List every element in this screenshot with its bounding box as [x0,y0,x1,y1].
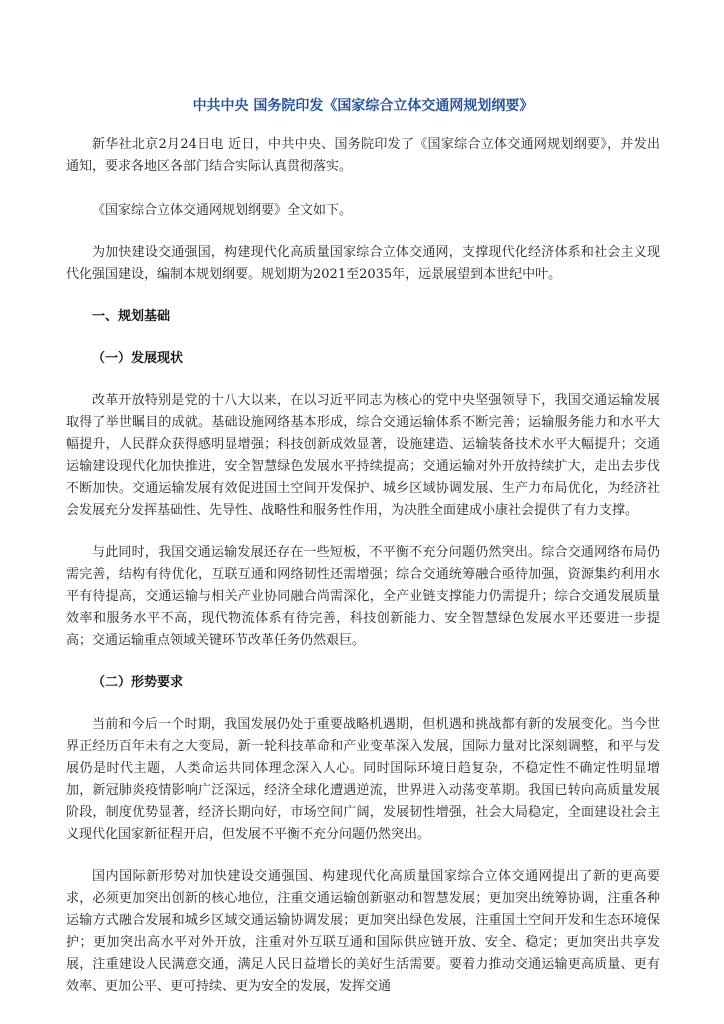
intro-dateline-paragraph: 新华社北京2月24日电 近日，中共中央、国务院印发了《国家综合立体交通网规划纲要》，并发出通知，要求各地区各部门结合实际认真贯彻落实。 [66,137,660,174]
situation-requirements-paragraph-1: 当前和今后一个时期，我国发展仍处于重要战略机遇期，但机遇和挑战都有新的发展变化。当今世界正经历百年未有之大变局，新一轮科技革命和产业变革深入发展，国际力量对比深刻调整，和平与发展仍是时代主题，人类命运共同体理念深入人心。同时国际环境日趋复杂，不稳定性不确定性明显增加，新冠肺炎疫情影响广泛深远，经济全球化遭遇逆流，世界进入动荡变革期。我国已转向高质量发展阶段，制度优势显著，经济长期向好，市场空间广阔，发展韧性增强，社会大局稳定，全面建设社会主义现代化国家新征程开启，但发展不平衡不充分问题仍然突出。 [66,717,660,842]
subsection-heading-development-status: （一）发展现状 [92,351,184,366]
section-heading-planning-basis: 一、规划基础 [92,309,171,324]
development-status-paragraph-2: 与此同时，我国交通运输发展还存在一些短板，不平衡不充分问题仍然突出。综合交通网络布局仍需完善，结构有待优化，互联互通和网络韧性还需增强；综合交通统筹融合亟待加强，资源集约利用水平有待提高，交通运输与相关产业协同融合尚需深化，全产业链支撑能力仍需提升；综合交通发展质量效率和服务水平不高，现代物流体系有待完善，科技创新能力、安全智慧绿色发展水平还要进一步提高；交通运输重点领域关键环节改革任务仍然艰巨。 [66,545,660,648]
document-page [66,96,660,1020]
situation-requirements-paragraph-2: 国内国际新形势对加快建设交通强国、构建现代化高质量国家综合立体交通网提出了新的更高要求，必须更加突出创新的核心地位，注重交通运输创新驱动和智慧发展；更加突出统筹协调，注重各种运输方式融合发展和城乡区域交通运输协调发展；更加突出绿色发展，注重国土空间开发和生态环境保护；更加突出高水平对外开放，注重对外互联互通和国际供应链开放、安全、稳定；更加突出共享发展，注重建设人民满意交通，满足人民日益增长的美好生活需要。要着力推动交通运输更高质量、更有效率、更加公平、更可持续、更为安全的发展，发挥交通 [66,869,660,994]
subsection-heading-situation-requirements: （二）形势要求 [92,675,184,690]
document-title: 中共中央 国务院印发《国家综合立体交通网规划纲要》 [192,98,534,114]
intro-fulltext-paragraph: 《国家综合立体交通网规划纲要》全文如下。 [92,203,353,218]
preface-paragraph: 为加快建设交通强国，构建现代化高质量国家综合立体交通网，支撑现代化经济体系和社会主义现代化强国建设，编制本规划纲要。规划期为2021至2035年，远景展望到本世纪中叶。 [66,245,660,282]
development-status-paragraph-1: 改革开放特别是党的十八大以来，在以习近平同志为核心的党中央坚强领导下，我国交通运输发展取得了举世瞩目的成就。基础设施网络基本形成，综合交通运输体系不断完善；运输服务能力和水平大幅提升，人民群众获得感明显增强；科技创新成效显著，设施建造、运输装备技术水平大幅提升；交通运输建设现代化加快推进，安全智慧绿色发展水平持续提高；交通运输对外开放持续扩大，走出去步伐不断加快。交通运输发展有效促进国土空间开发保护、城乡区域协调发展、生产力布局优化，为经济社会发展充分发挥基础性、先导性、战略性和服务性作用，为决胜全面建成小康社会提供了有力支撑。 [66,393,660,518]
